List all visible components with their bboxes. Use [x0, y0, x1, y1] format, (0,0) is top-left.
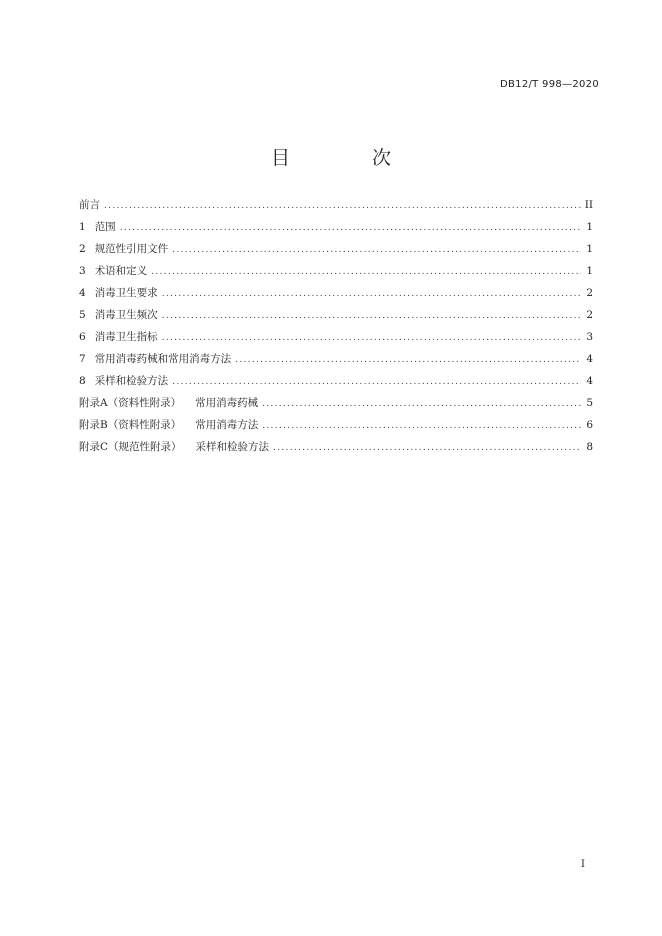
toc-leader-dots	[151, 267, 581, 277]
toc-entry-number: 7	[79, 353, 86, 365]
toc-entry-label: 消毒卫生要求	[94, 287, 158, 299]
toc-entry-foreword[interactable]	[79, 197, 593, 219]
toc-entry-label: 采样和检验方法	[195, 441, 270, 453]
toc-leader-dots	[104, 201, 581, 211]
toc-leader-dots	[273, 443, 581, 453]
toc-entry-page: 1	[586, 221, 593, 233]
toc-entry-4[interactable]	[79, 285, 593, 307]
table-of-contents	[79, 197, 593, 461]
toc-leader-dots	[172, 245, 581, 255]
toc-entry-label: 术语和定义	[94, 265, 148, 277]
toc-entry-label: 范围	[94, 221, 116, 233]
toc-leader-dots	[120, 223, 581, 233]
toc-entry-6[interactable]	[79, 329, 593, 351]
toc-entry-number: 2	[79, 243, 86, 255]
toc-entry-7[interactable]	[79, 351, 593, 373]
toc-entry-label: 常用消毒药械和常用消毒方法	[94, 353, 232, 365]
toc-entry-label: 规范性引用文件	[94, 243, 169, 255]
toc-entry-number: 5	[79, 309, 86, 321]
page-number: I	[581, 859, 585, 870]
toc-entry-number: 6	[79, 331, 86, 343]
toc-title: 目 次	[270, 147, 430, 169]
toc-entry-label: 前言	[79, 199, 100, 211]
toc-annex-designation: 附录C（规范性附录）	[79, 441, 182, 453]
toc-entry-page: 5	[586, 397, 593, 409]
toc-entry-label: 常用消毒方法	[195, 419, 259, 431]
toc-entry-annex-a[interactable]	[79, 395, 593, 417]
toc-entry-page: 8	[586, 441, 593, 453]
toc-entry-number: 3	[79, 265, 86, 277]
toc-leader-dots	[262, 399, 581, 409]
toc-entry-page: 1	[586, 265, 593, 277]
toc-entry-number: 4	[79, 287, 86, 299]
toc-entry-8[interactable]	[79, 373, 593, 395]
toc-leader-dots	[235, 355, 581, 365]
toc-entry-page: II	[584, 199, 593, 211]
document-code: DB12/T 998—2020	[500, 79, 599, 90]
toc-entry-page: 3	[586, 331, 593, 343]
toc-leader-dots	[172, 377, 581, 387]
toc-entry-label: 采样和检验方法	[94, 375, 169, 387]
toc-entry-page: 2	[586, 287, 593, 299]
toc-entry-annex-b[interactable]	[79, 417, 593, 439]
toc-entry-label: 常用消毒药械	[195, 397, 259, 409]
toc-entry-1[interactable]	[79, 219, 593, 241]
toc-entry-number: 1	[79, 221, 86, 233]
toc-entry-page: 6	[586, 419, 593, 431]
toc-entry-page: 4	[586, 353, 593, 365]
toc-entry-page: 1	[586, 243, 593, 255]
toc-annex-designation: 附录B（资料性附录）	[79, 419, 182, 431]
toc-leader-dots	[262, 421, 581, 431]
toc-leader-dots	[162, 311, 581, 321]
toc-entry-5[interactable]	[79, 307, 593, 329]
toc-entry-3[interactable]	[79, 263, 593, 285]
toc-leader-dots	[162, 333, 581, 343]
toc-annex-designation: 附录A（资料性附录）	[79, 397, 182, 409]
toc-entry-annex-c[interactable]	[79, 439, 593, 461]
toc-entry-2[interactable]	[79, 241, 593, 263]
toc-entry-label: 消毒卫生指标	[94, 331, 158, 343]
toc-entry-number: 8	[79, 375, 86, 387]
toc-entry-page: 2	[586, 309, 593, 321]
toc-entry-page: 4	[586, 375, 593, 387]
toc-leader-dots	[162, 289, 581, 299]
toc-entry-label: 消毒卫生频次	[94, 309, 158, 321]
